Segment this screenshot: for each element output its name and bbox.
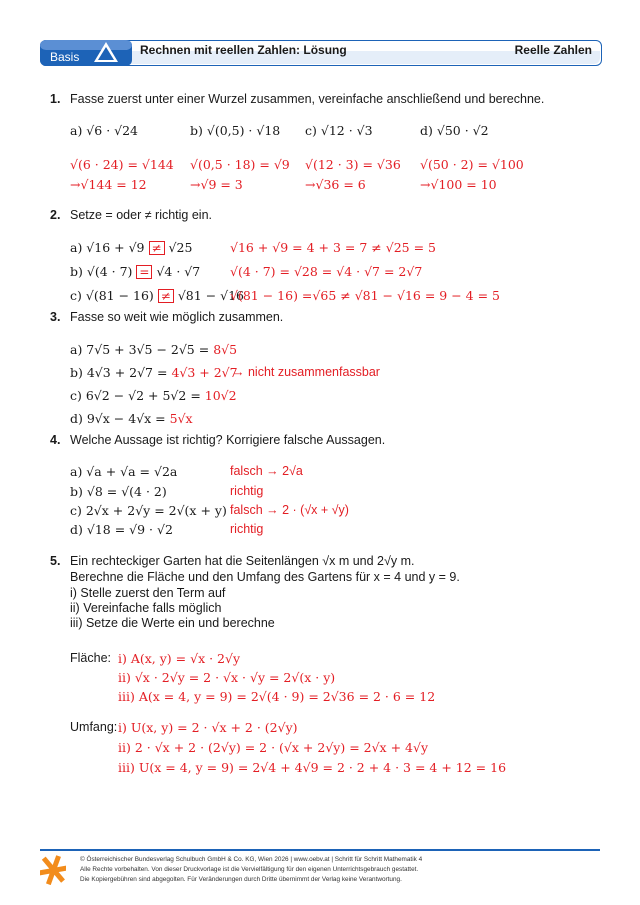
task-text: Fasse so weit wie möglich zusammen. (70, 310, 284, 324)
expr: c) 6√2 − √2 + 5√2 = (70, 388, 205, 403)
solution-line: √(0,5 · 18) = √9 (190, 157, 290, 172)
task-item (70, 365, 238, 380)
expr-right: √81 − √16 (177, 288, 245, 303)
footer-disclaimer: Die Kopiergebühren sind abgegolten. Für Veränderungen durch Dritte übernimmt der Verlag keine Verantwortung. (80, 876, 402, 883)
solution-line: ii) 2 · √x + 2 · (2√y) = 2 · (√x + 2√y) = 2√x + 4√y (118, 740, 429, 755)
solution-line: √(50 · 2) = √100 (420, 157, 524, 172)
area-label: Fläche: (70, 651, 111, 665)
answer: falsch → 2√a (230, 464, 303, 478)
task-item: a) √a + √a = √2a (70, 464, 178, 479)
answer: 10√2 (204, 388, 237, 403)
task-item (70, 411, 193, 426)
expr-right: √25 (168, 240, 193, 255)
solution-line: √(4 · 7) = √28 = √4 · √7 = 2√7 (230, 264, 423, 279)
expr: d) 9√x − 4√x = (70, 411, 170, 426)
task-item: d) √18 = √9 · √2 (70, 522, 173, 537)
task-item (70, 342, 237, 357)
task-text: Setze = oder ≠ richtig ein. (70, 208, 213, 222)
basis-logo (40, 36, 132, 66)
task-text: iii) Setze die Werte ein und berechne (70, 616, 275, 630)
task-text: Fasse zuerst unter einer Wurzel zusammen, vereinfache anschließend und berechne. (70, 92, 545, 106)
task-item: b) √8 = √(4 · 2) (70, 484, 167, 499)
task-number: 1. (50, 92, 61, 106)
answer: richtig (230, 522, 264, 536)
solution-line: iii) U(x = 4, y = 9) = 2√4 + 4√9 = 2 · 2 + 4 · 3 = 4 + 12 = 16 (118, 760, 507, 775)
solution-line: √16 + √9 = 4 + 3 = 7 ≠ √25 = 5 (230, 240, 436, 255)
solution-line: √(81 − 16) =√65 ≠ √81 − √16 = 9 − 4 = 5 (230, 288, 500, 303)
operator-box: = (136, 265, 152, 279)
solution-line: →√36 = 6 (305, 177, 366, 192)
expr-left: c) √(81 − 16) (70, 288, 154, 303)
answer: falsch → 2 · (√x + √y) (230, 503, 349, 517)
expr: b) 4√3 + 2√7 = (70, 365, 172, 380)
solution-line: √(6 · 24) = √144 (70, 157, 174, 172)
task-item (70, 288, 244, 303)
task-number: 5. (50, 554, 61, 568)
operator-box: ≠ (158, 289, 174, 303)
task-number: 2. (50, 208, 61, 222)
footer-copyright: © Österreichischer Bundesverlag Schulbuch GmbH & Co. KG, Wien 2026 | www.oebv.at | Schritt für Schritt Mathematik 4 (80, 856, 423, 863)
task-text: ii) Vereinfache falls möglich (70, 601, 222, 615)
task-item (70, 264, 200, 279)
task-item: b) √(0,5) · √18 (190, 123, 281, 138)
solution-line: →√9 = 3 (190, 177, 243, 192)
task-item: a) √6 · √24 (70, 123, 139, 138)
page-title: Rechnen mit reellen Zahlen: Lösung (140, 43, 347, 57)
task-text: Berechne die Fläche und den Umfang des Gartens für x = 4 und y = 9. (70, 570, 460, 584)
solution-line: √(12 · 3) = √36 (305, 157, 401, 172)
solution-line: ii) √x · 2√y = 2 · √x · √y = 2√(x · y) (118, 670, 336, 685)
perimeter-label: Umfang: (70, 720, 118, 734)
task-item: c) 2√x + 2√y = 2√(x + y) (70, 503, 227, 518)
answer: 5√x (169, 411, 193, 426)
expr: a) 7√5 + 3√5 − 2√5 = (70, 342, 214, 357)
solution-line: iii) A(x = 4, y = 9) = 2√(4 · 9) = 2√36 = 2 · 6 = 12 (118, 689, 436, 704)
topic-label: Reelle Zahlen (514, 43, 592, 57)
expr-right: √4 · √7 (156, 264, 201, 279)
publisher-logo-icon (40, 855, 66, 885)
note: → nicht zusammenfassbar (232, 365, 380, 379)
task-number: 4. (50, 433, 61, 447)
answer: 4√3 + 2√7 (171, 365, 238, 380)
logo-text: Basis (50, 50, 80, 64)
solution-line: →√100 = 10 (420, 177, 497, 192)
task-item (70, 240, 192, 255)
footer-divider (40, 849, 600, 851)
task-item: c) √12 · √3 (305, 123, 373, 138)
operator-box: ≠ (149, 241, 165, 255)
task-text: Welche Aussage ist richtig? Korrigiere falsche Aussagen. (70, 433, 386, 447)
expr-left: a) √16 + √9 (70, 240, 145, 255)
task-item (70, 388, 237, 403)
answer: 8√5 (213, 342, 238, 357)
solution-line: →√144 = 12 (70, 177, 147, 192)
answer: richtig (230, 484, 264, 498)
solution-line: i) U(x, y) = 2 · √x + 2 · (2√y) (118, 720, 298, 735)
solution-line: i) A(x, y) = √x · 2√y (118, 651, 241, 666)
task-number: 3. (50, 310, 61, 324)
task-text: i) Stelle zuerst den Term auf (70, 586, 226, 600)
footer-rights: Alle Rechte vorbehalten. Von dieser Druckvorlage ist die Vervielfältigung für den eigenen Unterrichtsgebrauch gestattet. (80, 866, 419, 873)
task-text: Ein rechteckiger Garten hat die Seitenlängen √x m und 2√y m. (70, 554, 415, 568)
expr-left: b) √(4 · 7) (70, 264, 133, 279)
task-item: d) √50 · √2 (420, 123, 489, 138)
